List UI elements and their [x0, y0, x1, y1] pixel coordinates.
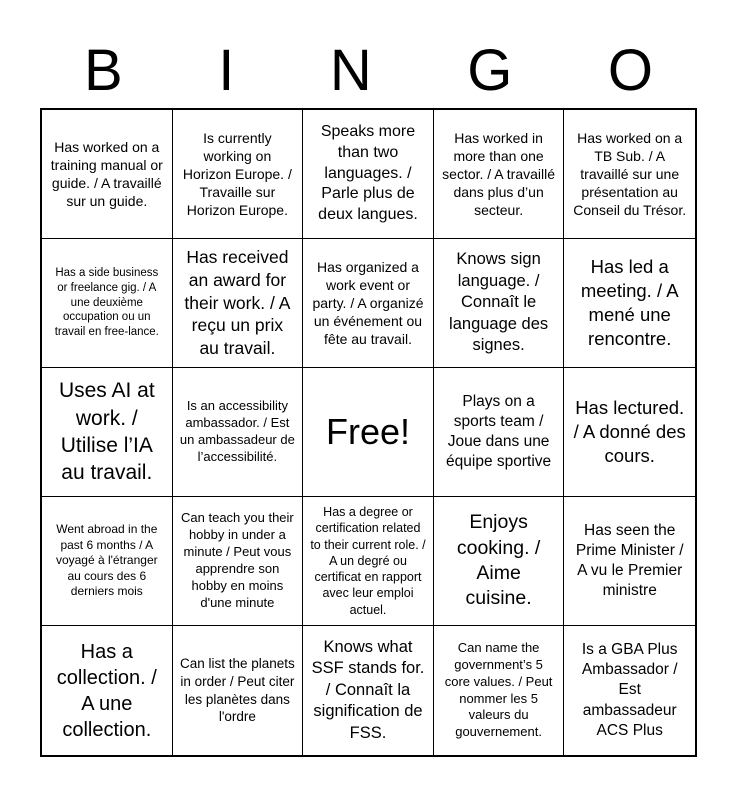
bingo-cell-r5c2[interactable]: Can list the planets in order / Peut citer les planètes dans l'ordre: [173, 626, 304, 755]
bingo-cell-r1c1[interactable]: Has worked on a training manual or guide. / A travaillé sur un guide.: [42, 110, 173, 239]
bingo-cell-r4c1[interactable]: Went abroad in the past 6 months / A voyagé à l'étranger au cours des 6 derniers mois: [42, 497, 173, 626]
bingo-cell-r4c5[interactable]: Has seen the Prime Minister / A vu le Premier ministre: [564, 497, 695, 626]
bingo-cell-r3c4[interactable]: Plays on a sports team / Joue dans une équipe sportive: [434, 368, 565, 497]
bingo-cell-r3c2[interactable]: Is an accessibility ambassador. / Est un ambassadeur de l’accessibilité.: [173, 368, 304, 497]
bingo-title-letter-n: N: [329, 38, 372, 103]
bingo-cell-r1c5[interactable]: Has worked on a TB Sub. / A travaillé sur une présentation au Conseil du Trésor.: [564, 110, 695, 239]
bingo-cell-r5c1[interactable]: Has a collection. / A une collection.: [42, 626, 173, 755]
bingo-title-letter-i: I: [218, 38, 235, 103]
bingo-cell-free[interactable]: Free!: [303, 368, 434, 497]
bingo-cell-r3c1[interactable]: Uses AI at work. / Utilise l’IA au travail.: [42, 368, 173, 497]
bingo-cell-r4c3[interactable]: Has a degree or certification related to their current role. / A un degré ou certificat en rapport avec leur emploi actuel.: [303, 497, 434, 626]
bingo-cell-r4c2[interactable]: Can teach you their hobby in under a minute / Peut vous apprendre son hobby en moins d'une minute: [173, 497, 304, 626]
bingo-cell-r5c5[interactable]: Is a GBA Plus Ambassador / Est ambassadeur ACS Plus: [581, 641, 678, 739]
bingo-cell-r5c4[interactable]: Can name the government’s 5 core values. / Peut nommer les 5 valeurs du gouvernement.: [434, 626, 565, 755]
bingo-title-letter-g: G: [467, 38, 513, 103]
bingo-cell-r2c4[interactable]: Knows sign language. / Connaît le language des signes.: [434, 239, 565, 368]
bingo-grid: [40, 108, 697, 757]
bingo-cell-r2c1[interactable]: Has a side business or freelance gig. / A une deuxième occupation ou un travail en free-lance.: [42, 239, 173, 368]
bingo-cell-r5c3[interactable]: Knows what SSF stands for. / Connaît la signification de FSS.: [303, 626, 434, 755]
bingo-cell-r2c3[interactable]: Has organized a work event or party. / A organizé un événement ou fête au travail.: [303, 239, 434, 368]
bingo-title-letter-b: B: [84, 38, 123, 103]
bingo-cell-r1c3[interactable]: Speaks more than two languages. / Parle plus de deux langues.: [303, 110, 434, 239]
bingo-cell-r3c5[interactable]: Has lectured. / A donné des cours.: [564, 368, 695, 497]
bingo-cell-r4c4[interactable]: Enjoys cooking. / Aime cuisine.: [434, 497, 565, 626]
bingo-title: [40, 38, 697, 104]
bingo-cell-r2c5[interactable]: Has led a meeting. / A mené une rencontre.: [564, 239, 695, 368]
bingo-cell-r1c2[interactable]: Is currently working on Horizon Europe. / Travaille sur Horizon Europe.: [173, 110, 304, 239]
bingo-cell-r2c2[interactable]: Has received an award for their work. / A reçu un prix au travail.: [173, 239, 304, 368]
bingo-title-letter-o: O: [607, 38, 653, 103]
bingo-cell-r1c4[interactable]: Has worked in more than one sector. / A travaillé dans plus d’un secteur.: [434, 110, 565, 239]
